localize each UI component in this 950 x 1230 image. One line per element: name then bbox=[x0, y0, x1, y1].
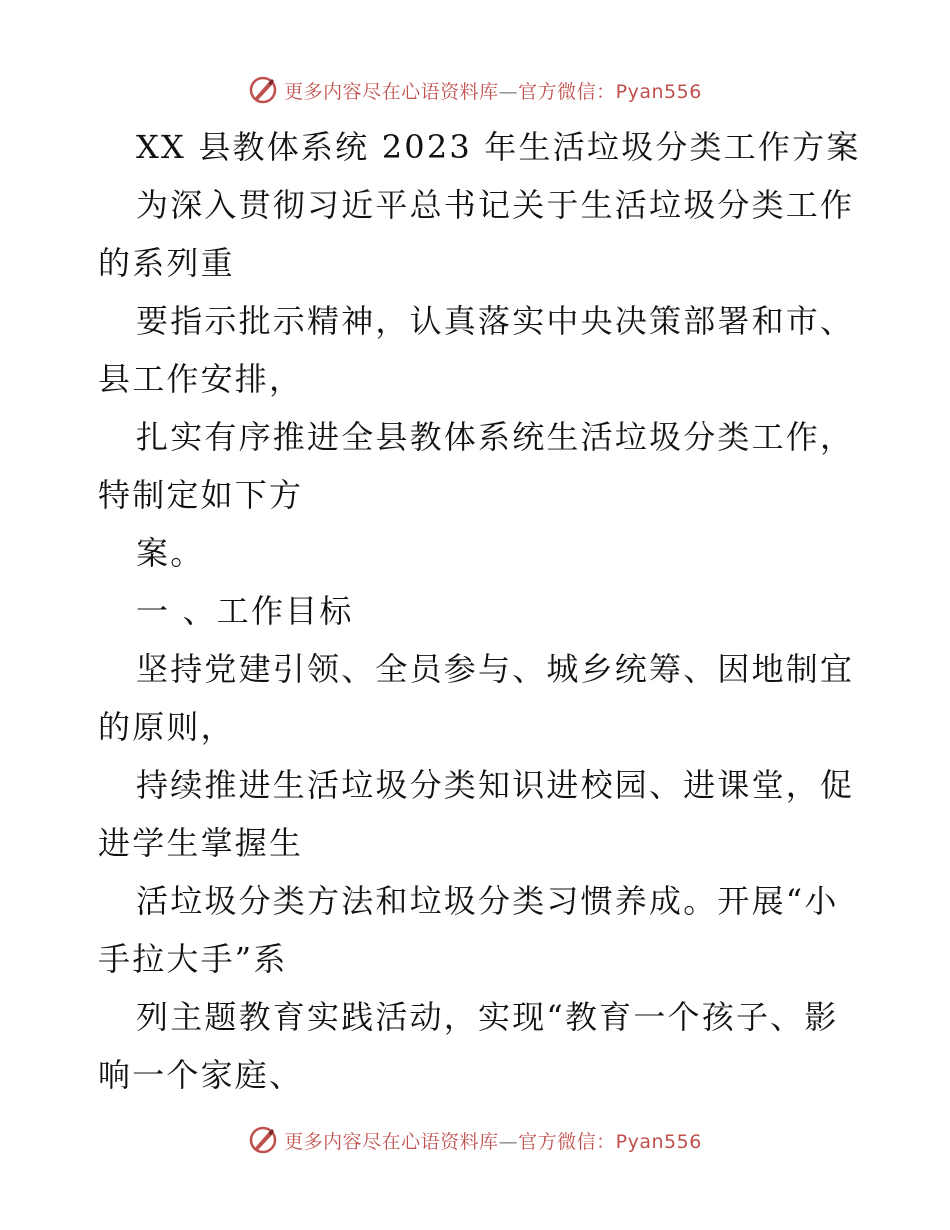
watermark-text bbox=[284, 1127, 702, 1154]
paragraph-line: 为深入贯彻习近平总书记关于生活垃圾分类工作 bbox=[136, 186, 855, 224]
paragraph-line: 进学生掌握生 bbox=[98, 824, 304, 862]
document-title: XX 县教体系统 2023 年生活垃圾分类工作方案 bbox=[136, 128, 861, 166]
paragraph-line: 县工作安排， bbox=[98, 360, 304, 398]
footer-watermark bbox=[0, 1120, 950, 1160]
paragraph-line: 要指示批示精神，认真落实中央决策部署和市、 bbox=[136, 302, 855, 340]
watermark-separator: — bbox=[498, 1130, 519, 1153]
paragraph-line: 活垃圾分类方法和垃圾分类习惯养成。开展“小 bbox=[136, 882, 839, 920]
watermark-brand: 更多内容尽在心语资料库 bbox=[284, 80, 499, 103]
paragraph-line: 的系列重 bbox=[98, 244, 235, 282]
paragraph-line: 持续推进生活垃圾分类知识进校园、进课堂，促 bbox=[136, 766, 855, 804]
watermark-contact: 官方微信：Pyan556 bbox=[518, 80, 702, 103]
watermark-separator: — bbox=[498, 80, 519, 103]
paragraph-line: 特制定如下方 bbox=[98, 476, 304, 514]
pen-logo-icon bbox=[248, 75, 278, 105]
paragraph-line: 响一个家庭、 bbox=[98, 1056, 304, 1094]
paragraph-line: 扎实有序推进全县教体系统生活垃圾分类工作， bbox=[136, 418, 855, 456]
watermark-text bbox=[284, 77, 702, 104]
paragraph-line: 案。 bbox=[136, 534, 205, 572]
paragraph-line: 手拉大手”系 bbox=[98, 940, 288, 978]
watermark-contact: 官方微信：Pyan556 bbox=[518, 1130, 702, 1153]
paragraph-line: 坚持党建引领、全员参与、城乡统筹、因地制宜 bbox=[136, 650, 855, 688]
paragraph-line: 列主题教育实践活动，实现“教育一个孩子、影 bbox=[136, 998, 839, 1036]
section-heading: 一 、工作目标 bbox=[136, 592, 354, 630]
header-watermark bbox=[0, 70, 950, 110]
pen-logo-icon bbox=[248, 1125, 278, 1155]
paragraph-line: 的原则， bbox=[98, 708, 235, 746]
watermark-brand: 更多内容尽在心语资料库 bbox=[284, 1130, 499, 1153]
